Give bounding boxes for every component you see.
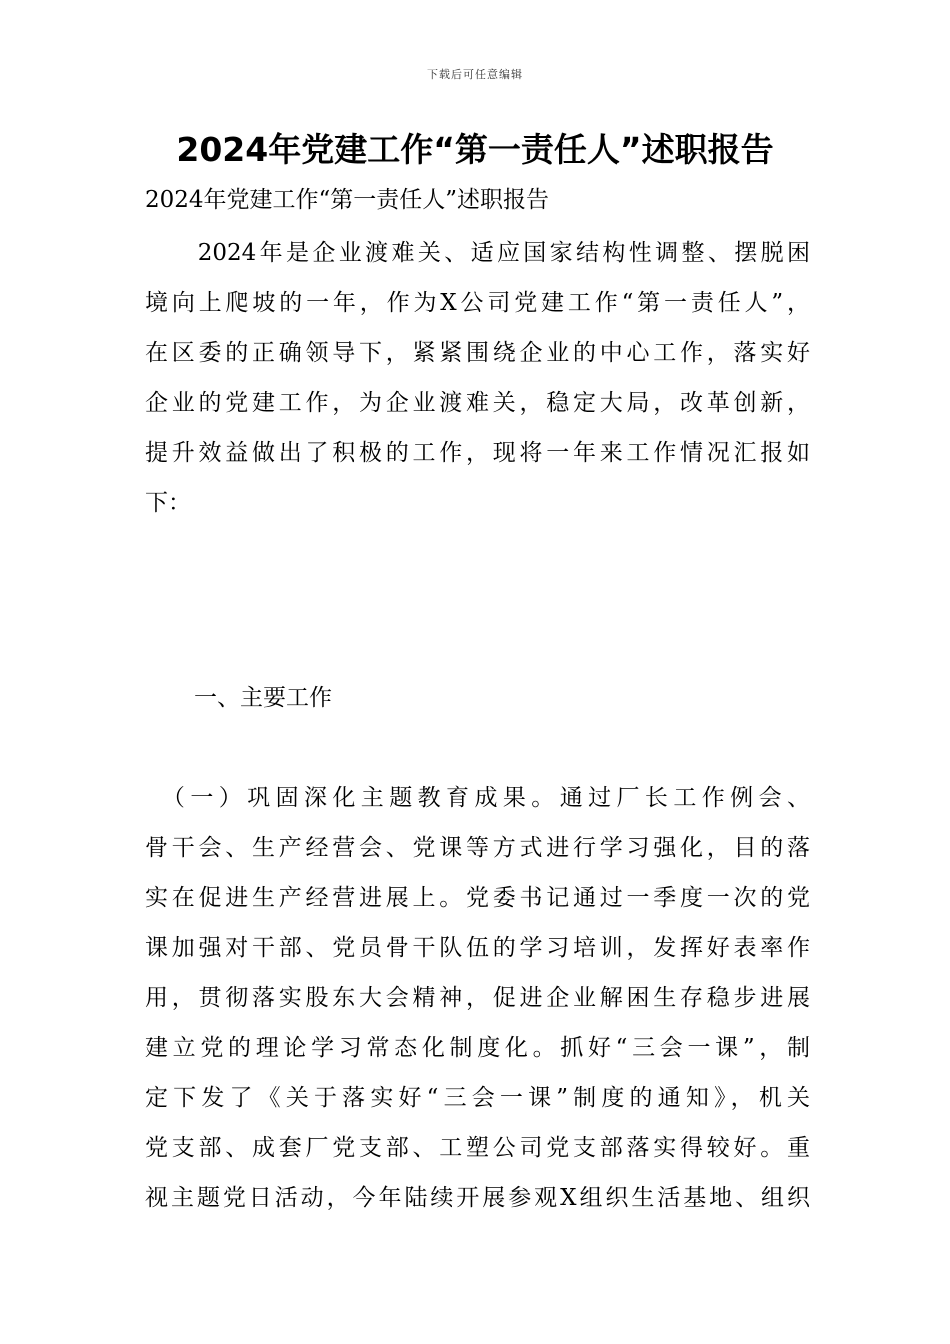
section-heading: 一、主要工作 xyxy=(194,685,332,711)
body-line: 骨干会、生产经营会、党课等方式进行学习强化，目的落 xyxy=(145,835,810,861)
body-line: 用，贯彻落实股东大会精神，促进企业解困生存稳步进展 xyxy=(145,985,810,1011)
body-line: 视主题党日活动，今年陆续开展参观X组织生活基地、组织 xyxy=(145,1185,810,1211)
intro-line: 下： xyxy=(145,490,191,516)
body-line: （一）巩固深化主题教育成果。通过厂长工作例会、 xyxy=(145,785,810,811)
document-title: 2024年党建工作“第一责任人”述职报告 xyxy=(176,130,774,169)
intro-paragraph xyxy=(145,228,810,528)
intro-line: 企业的党建工作，为企业渡难关，稳定大局，改革创新， xyxy=(145,390,810,416)
intro-line: 提升效益做出了积极的工作，现将一年来工作情况汇报如 xyxy=(145,440,810,466)
header-note: 下载后可任意编辑 xyxy=(427,68,523,81)
body-line: 定下发了《关于落实好“三会一课”制度的通知》，机关 xyxy=(145,1085,810,1111)
body-line: 建立党的理论学习常态化制度化。抓好“三会一课”，制 xyxy=(145,1035,810,1061)
intro-line: 在区委的正确领导下，紧紧围绕企业的中心工作，落实好 xyxy=(145,340,810,366)
intro-line: 2024年是企业渡难关、适应国家结构性调整、摆脱困 xyxy=(145,240,810,266)
body-line: 课加强对干部、党员骨干队伍的学习培训，发挥好表率作 xyxy=(145,935,810,961)
body-line: 党支部、成套厂党支部、工塑公司党支部落实得较好。重 xyxy=(145,1135,810,1161)
body-line: 实在促进生产经营进展上。党委书记通过一季度一次的党 xyxy=(145,885,810,911)
intro-line: 境向上爬坡的一年，作为X公司党建工作“第一责任人”， xyxy=(145,290,810,316)
body-paragraph xyxy=(145,773,810,1223)
document-subtitle: 2024年党建工作“第一责任人”述职报告 xyxy=(145,187,550,213)
